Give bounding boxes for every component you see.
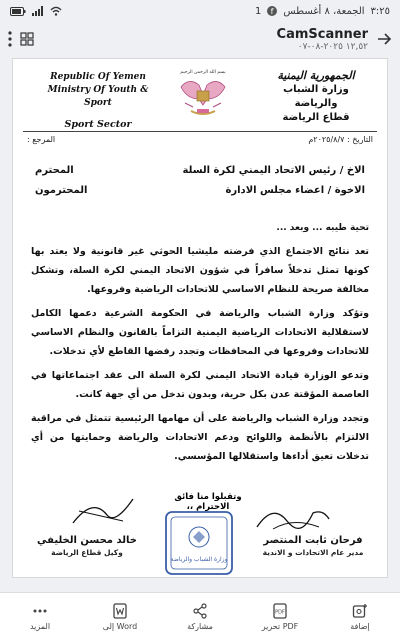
- signatory-right-name: فرحان ثابت المنتصر: [263, 535, 363, 546]
- toolbar-share-button[interactable]: [170, 603, 230, 631]
- status-time: ٣:٢٥: [370, 5, 390, 17]
- paragraph-4: وتجدد وزارة الشباب والرياضة على أن مهامها الرئيسية تتمثل في مراقبة الالتزام بالأنظمة واللوائح ودعم الاتحادات والرياضة وحمايتها من أي تدخلات تعيق أداءها واستقلالها المؤسسي.: [31, 413, 369, 462]
- signatory-left-title: وكيل قطاع الرياضة: [51, 548, 123, 557]
- word-icon: [112, 603, 128, 619]
- letter-body: [31, 219, 369, 471]
- paragraph-2: وتؤكد وزارة الشباب والرياضة في الحكومة الشرعية دعمها الكامل لاستقلالية الاتحادات الرياضية اليمنية التزاماً بالقانون والنظام الاساسي للاتحادات وفروعها في المحافظات وتجدد رفضها القاطع لأي تدخلات.: [31, 308, 369, 357]
- toolbar-word-label: إلى Word: [102, 622, 138, 631]
- pdf-edit-icon: [272, 603, 288, 619]
- svg-text:PDF: PDF: [275, 609, 285, 616]
- date-ref-line: [27, 135, 373, 144]
- letterhead-en-line1: Republic Of Yemen: [50, 72, 146, 82]
- share-icon: [192, 603, 208, 619]
- toolbar-pdf-edit-label: تحرير PDF: [261, 622, 299, 631]
- signal-icon: [32, 6, 44, 16]
- signatory-right: [253, 535, 373, 557]
- letter-date: التاريخ : ٢٠٢٥/٨/٧م: [308, 135, 373, 144]
- wifi-icon: [50, 6, 62, 16]
- official-stamp-icon: [163, 509, 235, 577]
- svg-text:f: f: [271, 7, 274, 16]
- grid-view-icon[interactable]: [20, 32, 34, 46]
- signature-left-icon: [63, 491, 143, 531]
- battery-icon: [10, 7, 26, 16]
- letter-reference: المرجع :: [27, 135, 56, 144]
- signature-right-icon: [253, 499, 333, 535]
- header-divider: [23, 131, 377, 132]
- addressee-1-honorific: المحترم: [35, 165, 74, 176]
- status-bar: [0, 0, 400, 22]
- add-photo-icon: [352, 603, 368, 619]
- addressee-1: الاخ / رئيس الاتحاد اليمني لكرة السلة: [182, 165, 365, 176]
- letterhead-english: [43, 71, 153, 131]
- facebook-notification-icon: [267, 6, 277, 16]
- addressees: [35, 161, 365, 201]
- letterhead-en-line3: Sport Sector: [64, 119, 132, 130]
- letterhead-ar-line1: الجمهورية اليمنية: [277, 69, 355, 82]
- toolbar-more-label: المزيد: [29, 622, 51, 631]
- toolbar-word-button[interactable]: [90, 603, 150, 631]
- letterhead-arabic: [261, 69, 371, 125]
- signatory-left-name: خالد محسن الخليفي: [37, 535, 137, 546]
- more-options-icon[interactable]: [8, 31, 12, 47]
- paragraph-3: وتدعو الوزارة قيادة الاتحاد اليمني لكرة السلة الى عقد اجتماعاتها في العاصمة المؤقتة عدن بكل حرية، وبدون تدخل من أي جهة كانت.: [31, 370, 369, 400]
- signatory-left: [27, 535, 147, 557]
- paragraph-1: تعد نتائج الاجتماع الذي فرضته مليشيا الحوثي غير قانونية ولا يعتد بها كونها تمثل تدخلاً سافراً في شؤون الاتحاد اليمني لكرة السلة، وتشكل مخالفة صريحة للنظام الاساسي للاتحادات الرياضية وفروعها.: [31, 246, 369, 295]
- yemen-emblem-icon: [175, 65, 231, 123]
- toolbar-add-label: إضافة: [350, 622, 370, 631]
- emblem-basmala: بسم الله الرحمن الرحيم: [180, 70, 226, 75]
- signatory-right-title: مدير عام الاتحادات و الاندية: [262, 548, 364, 557]
- toolbar-more-button[interactable]: [10, 603, 70, 631]
- back-arrow-icon[interactable]: [376, 32, 392, 46]
- toolbar-add-button[interactable]: [330, 603, 390, 631]
- notification-count: 1: [255, 5, 262, 17]
- doc-title-block: [277, 27, 368, 52]
- greeting: تحية طيبه ... وبعد ...: [276, 223, 369, 233]
- document-page: [12, 58, 388, 578]
- stamp-text: وزارة الشباب والرياضة: [170, 556, 228, 563]
- letterhead-ar-line3: قطاع الرياضة: [282, 112, 350, 123]
- status-date: الجمعة، ٨ أغسطس: [283, 5, 365, 17]
- doc-date: ١٢,٥٢ ٢٠٢٥-٠٨-٠٧: [297, 41, 368, 52]
- addressee-2-honorific: المحترمون: [35, 185, 88, 196]
- app-bar: [0, 22, 400, 56]
- app-name: CamScanner: [276, 26, 368, 42]
- bottom-toolbar: [0, 592, 400, 641]
- addressee-2: الاخوة / اعضاء مجلس الادارة: [225, 185, 365, 196]
- letterhead-en-line2: Ministry Of Youth & Sport: [47, 85, 149, 108]
- more-icon: [32, 603, 48, 619]
- toolbar-pdf-edit-button[interactable]: [250, 603, 310, 631]
- closing-line: وتقبلوا منا فائق الاحترام ،،: [174, 492, 242, 512]
- letterhead-ar-line2: وزارة الشباب والرياضة: [283, 84, 349, 109]
- toolbar-share-label: مشاركة: [187, 622, 213, 631]
